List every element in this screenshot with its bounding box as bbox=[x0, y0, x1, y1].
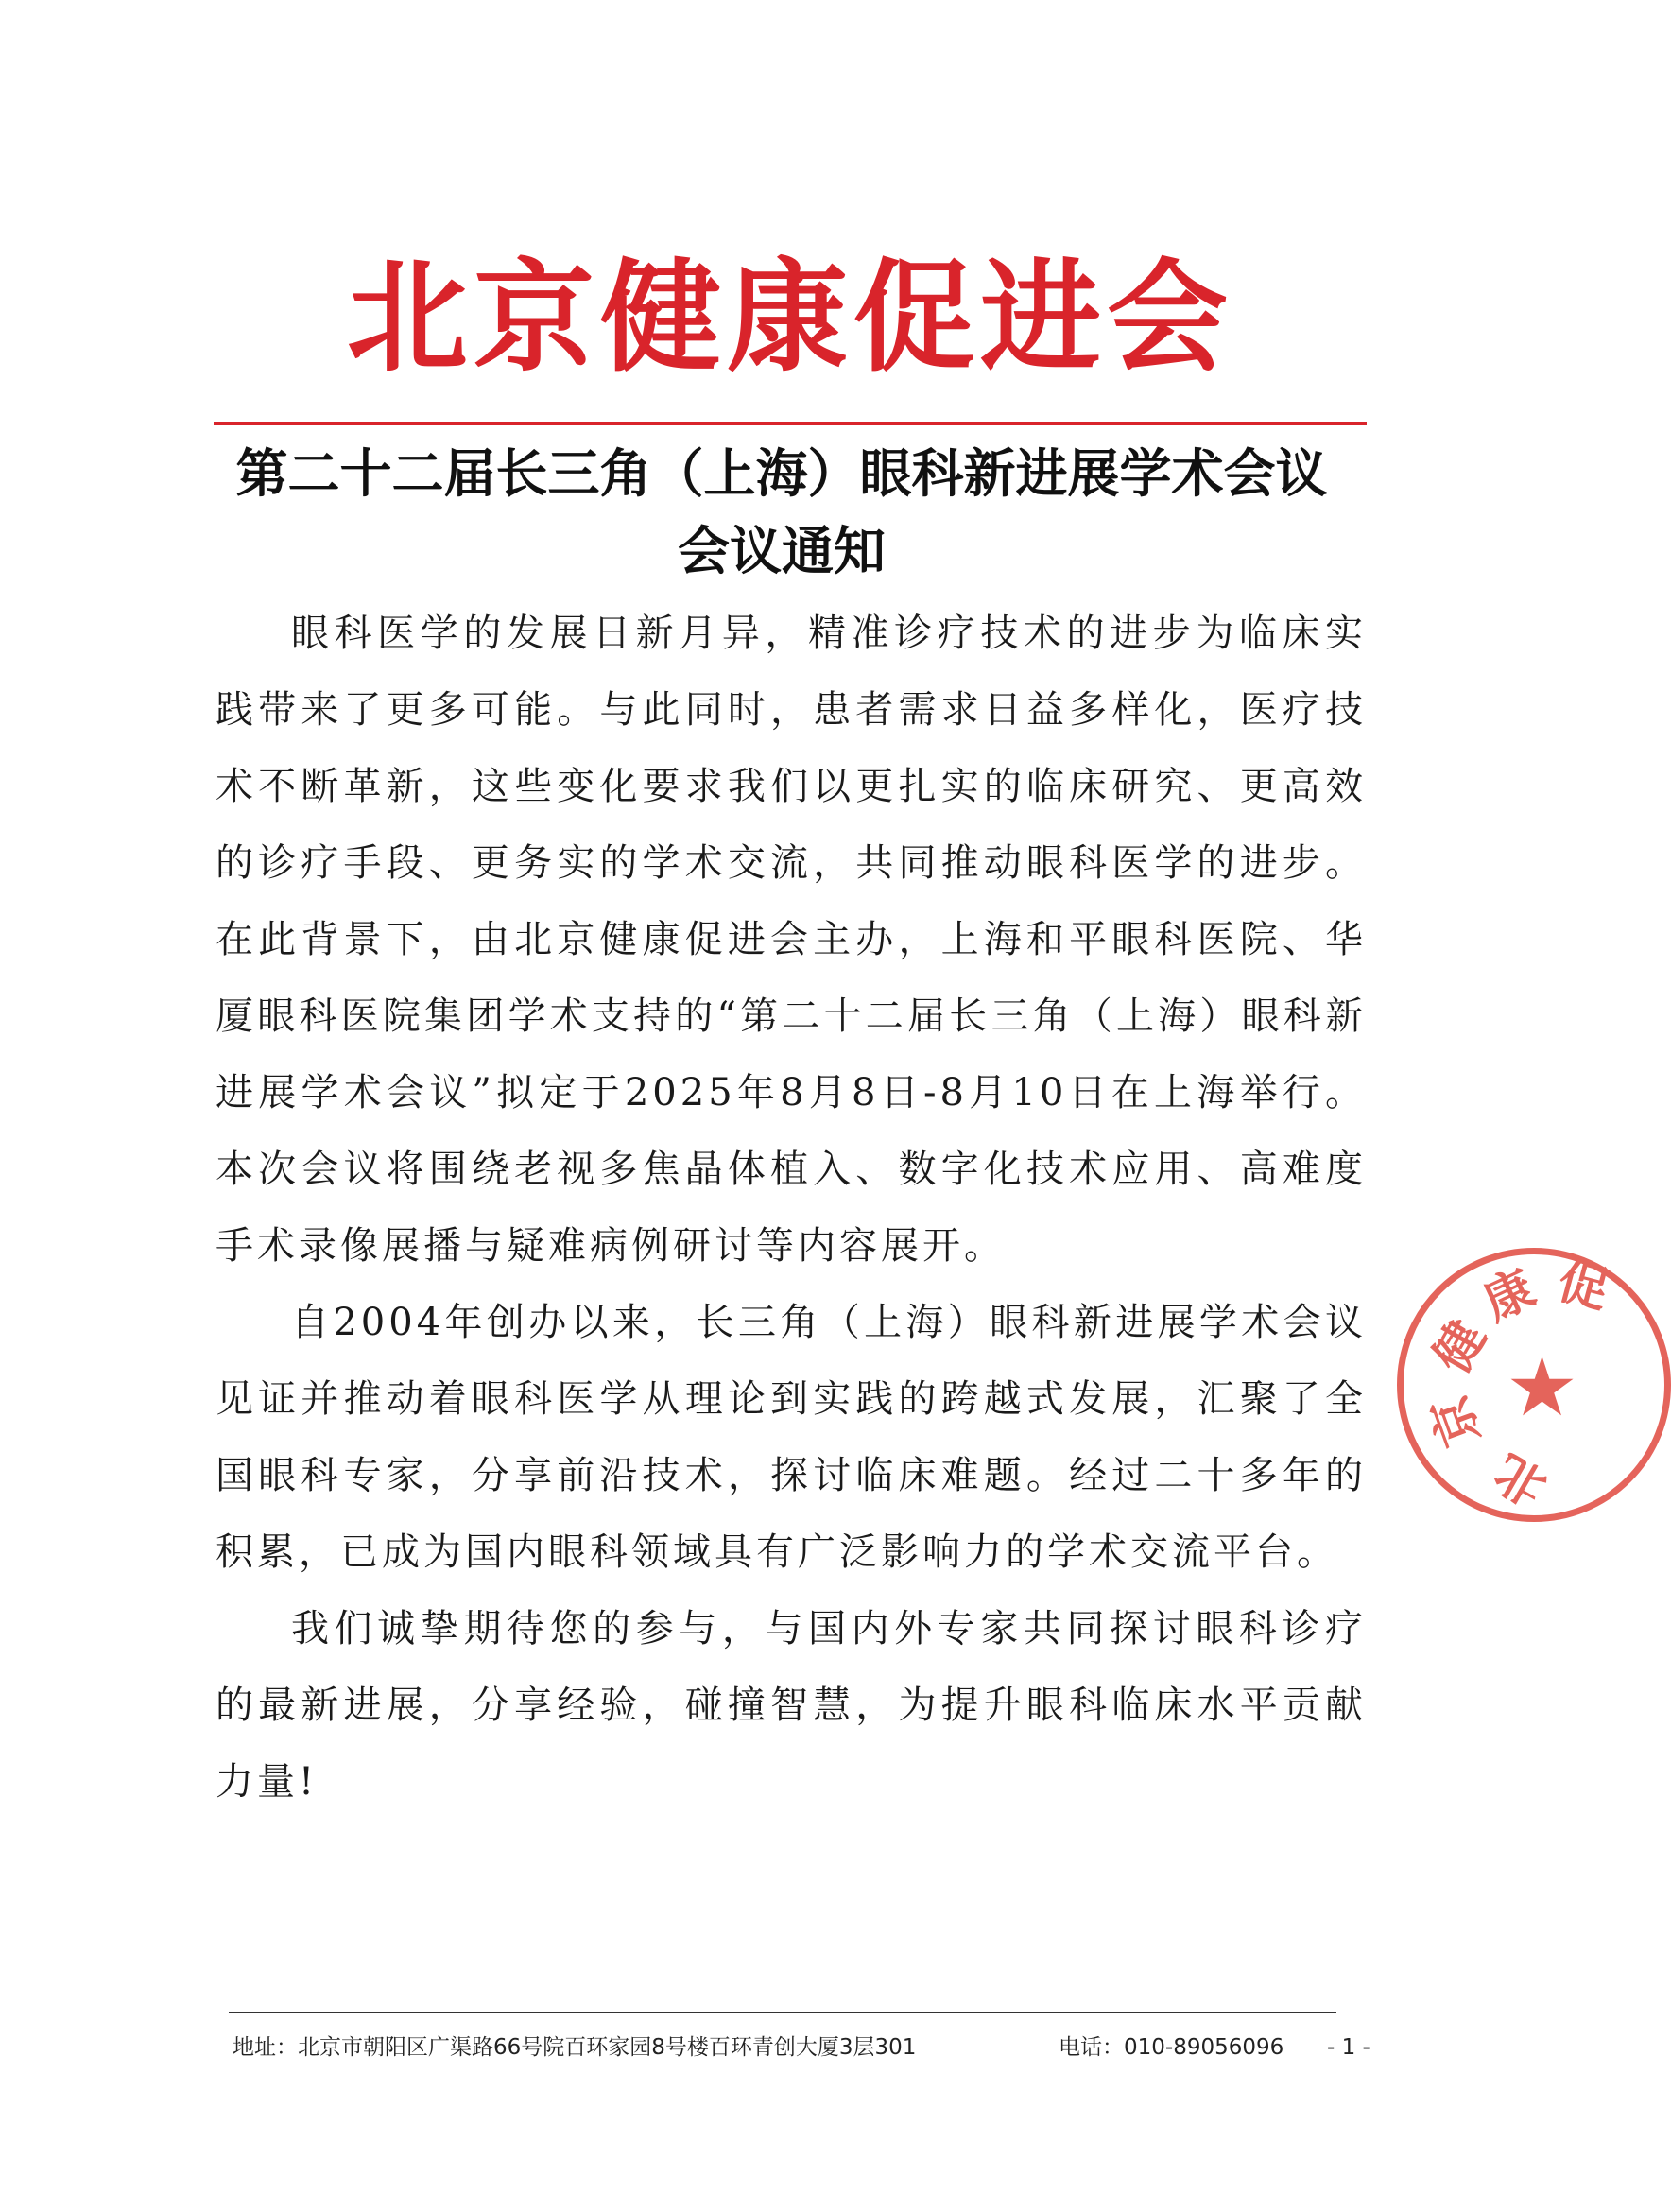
body-paragraph: 我们诚挚期待您的参与，与国内外专家共同探讨眼科诊疗的最新进展，分享经验，碰撞智慧，为提升眼科临床水平贡献力量! bbox=[215, 1607, 1367, 1804]
footer-page-number: - 1 - bbox=[1327, 2035, 1370, 2060]
official-seal bbox=[1397, 1248, 1671, 1522]
document-body bbox=[215, 596, 1367, 1821]
seal-star-icon: ★ bbox=[1506, 1340, 1579, 1435]
footer-divider bbox=[229, 2012, 1336, 2013]
letterhead-divider bbox=[214, 422, 1367, 425]
document-title-line1: 第二十二届长三角（上海）眼科新进展学术会议 bbox=[235, 443, 1328, 504]
seal-ring bbox=[1404, 1254, 1664, 1515]
body-paragraph: 自2004年创办以来，长三角（上海）眼科新进展学术会议见证并推动着眼科医学从理论到实践的跨越式发展，汇聚了全国眼科专家，分享前沿技术，探讨临床难题。经过二十多年的积累，已成为国内眼科领域具有广泛影响力的学术交流平台。 bbox=[215, 1301, 1367, 1574]
seal-char: 促 bbox=[1552, 1253, 1614, 1321]
seal-char: 健 bbox=[1423, 1311, 1497, 1383]
footer-address: 地址：北京市朝阳区广渠路66号院百环家园8号楼百环青创大厦3层301 bbox=[233, 2035, 917, 2060]
seal-char: 京 bbox=[1421, 1388, 1492, 1454]
footer-phone: 电话：010-89056096 bbox=[1059, 2035, 1284, 2060]
document-title-line2: 会议通知 bbox=[677, 521, 886, 581]
letterhead-org-name: 北京健康促进会 bbox=[346, 248, 1233, 389]
seal-char: 北 bbox=[1485, 1443, 1557, 1516]
body-paragraph: 眼科医学的发展日新月异，精准诊疗技术的进步为临床实践带来了更多可能。与此同时，患者需求日益多样化，医疗技术不断革新，这些变化要求我们以更扎实的临床研究、更高效的诊疗手段、更务实的学术交流，共同推动眼科医学的进步。在此背景下，由北京健康促进会主办，上海和平眼科医院、华厦眼科医院集团学术支持的“第二十二届长三角（上海）眼科新进展学术会议”拟定于2025年8月8日-8月10日在上海举行。本次会议将围绕老视多焦晶体植入、数字化技术应用、高难度手术录像展播与疑难病例研讨等内容展开。 bbox=[215, 612, 1367, 1268]
page-footer bbox=[233, 2029, 1376, 2066]
seal-char: 康 bbox=[1474, 1259, 1544, 1333]
